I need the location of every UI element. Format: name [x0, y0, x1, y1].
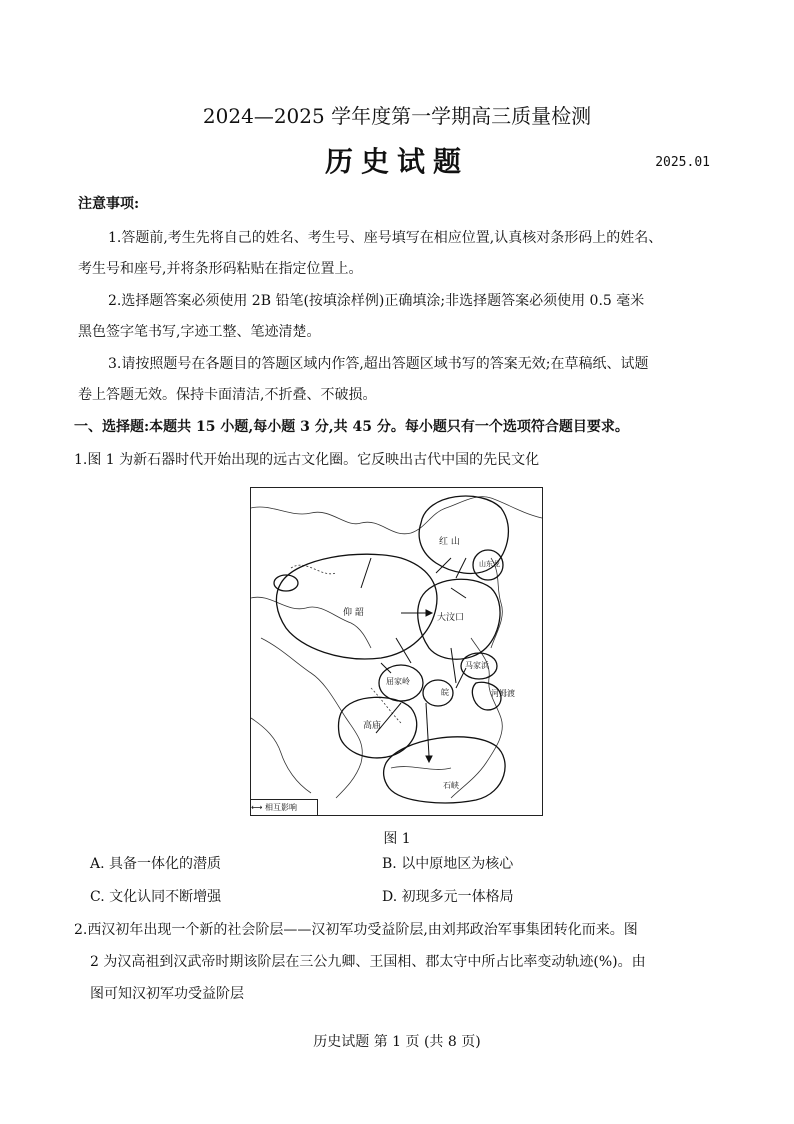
- q1-option-c[interactable]: C. 文化认同不断增强: [90, 889, 222, 905]
- page-footer: 历史试题 第 1 页 (共 8 页): [313, 1034, 481, 1050]
- question-2-line-1: 2.西汉初年出现一个新的社会阶层——汉初军功受益阶层,由刘邦政治军事集团转化而来。图: [74, 922, 638, 938]
- legend-label: 相互影响: [265, 803, 298, 812]
- notice-item-3-line-2: 卷上答题无效。保持卡面清洁,不折叠、不破损。: [78, 387, 377, 403]
- map-label-hongshan: 红 山: [439, 537, 460, 547]
- notice-item-2-line-1: 2.选择题答案必须使用 2B 铅笔(按填涂样例)正确填涂;非选择题答案必须使用 0.5 毫米: [108, 293, 645, 309]
- map-label-majiabang: 马家浜: [465, 661, 489, 670]
- notice-item-1-line-2: 考生号和座号,并将条形码粘贴在指定位置上。: [78, 261, 363, 277]
- notice-heading: 注意事项:: [78, 196, 140, 212]
- subject-title: 历史试题: [324, 145, 469, 178]
- figure-1-map: [250, 487, 543, 816]
- section-1-heading: 一、选择题:本题共 15 小题,每小题 3 分,共 45 分。每小题只有一个选项符合题目要求。: [74, 419, 629, 435]
- notice-item-2-line-2: 黑色签字笔书写,字迹工整、笔迹清楚。: [78, 324, 321, 340]
- map-label-qujialing: 屈家岭: [386, 677, 410, 686]
- map-label-shixia: 石峡: [443, 781, 459, 790]
- map-label-wan: 皖: [441, 688, 449, 697]
- map-legend: [251, 799, 318, 815]
- question-2-line-2: 2 为汉高祖到汉武帝时期该阶层在三公九卿、王国相、郡太守中所占比率变动轨迹(%)。由: [90, 954, 646, 970]
- question-1-stem: 1.图 1 为新石器时代开始出现的远古文化圈。它反映出古代中国的先民文化: [74, 452, 540, 468]
- notice-item-1-line-1: 1.答题前,考生先将自己的姓名、考生号、座号填写在相应位置,认真核对条形码上的姓名、: [108, 230, 663, 246]
- q1-option-d[interactable]: D. 初现多元一体格局: [382, 889, 514, 905]
- shixia-region: [384, 737, 505, 803]
- q1-option-a[interactable]: A. 具备一体化的潜质: [90, 856, 222, 872]
- question-2-line-3: 图可知汉初军功受益阶层: [90, 986, 244, 1002]
- map-drawing: [251, 488, 542, 815]
- exam-date: 2025.01: [655, 155, 710, 170]
- exam-title: 2024—2025 学年度第一学期高三质量检测: [202, 104, 592, 128]
- notice-item-3-line-1: 3.请按照题号在各题目的答题区域内作答,超出答题区域书写的答案无效;在草稿纸、试题: [108, 356, 649, 372]
- map-label-yangshao: 仰 韶: [343, 608, 364, 618]
- map-label-dawenkou: 大汶口: [437, 613, 465, 623]
- map-label-gaomiao: 高庙: [363, 721, 382, 731]
- map-label-hemudu: 河姆渡: [491, 689, 515, 698]
- double-arrow-icon: ⟷: [251, 803, 263, 812]
- q1-option-b[interactable]: B. 以中原地区为核心: [382, 856, 514, 872]
- figure-1-caption: 图 1: [383, 831, 411, 847]
- map-label-shandong: 山东龙: [479, 560, 500, 568]
